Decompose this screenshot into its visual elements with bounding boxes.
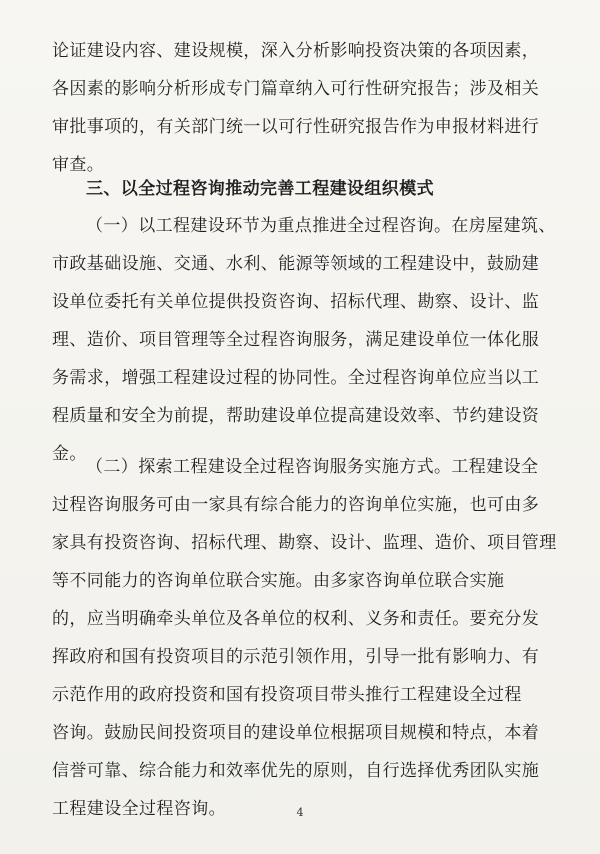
section-heading xyxy=(52,170,552,208)
text-line: 市政基础设施、交通、水利、能源等领域的工程建设中，鼓励建 xyxy=(52,254,540,274)
text-line: 设单位委托有关单位提供投资咨询、招标代理、勘察、设计、监 xyxy=(52,292,540,312)
intro-paragraph xyxy=(52,32,552,184)
text-line: 审批事项的，有关部门统一以可行性研究报告作为申报材料进行 xyxy=(52,117,540,137)
text-line: （二）探索工程建设全过程咨询服务实施方式。工程建设全 xyxy=(86,457,539,477)
text-line: 审查。 xyxy=(52,155,105,175)
text-line: 示范作用的政府投资和国有投资项目带头推行工程建设全过程 xyxy=(52,685,522,705)
text-line: 过程咨询服务可由一家具有综合能力的咨询单位实施，也可由多 xyxy=(52,495,540,515)
section-three-heading: 三、以全过程咨询推动完善工程建设组织模式 xyxy=(86,179,434,199)
text-line: 金。 xyxy=(52,444,87,464)
page-number: 4 xyxy=(296,806,304,819)
text-line: 工程建设全过程咨询。 xyxy=(52,799,226,819)
text-line: 务需求，增强工程建设过程的协同性。全过程咨询单位应当以工 xyxy=(52,368,540,388)
text-line: 论证建设内容、建设规模，深入分析影响投资决策的各项因素， xyxy=(52,41,540,61)
text-line: 等不同能力的咨询单位联合实施。由多家咨询单位联合实施 xyxy=(52,571,505,591)
text-line: 程质量和安全为前提，帮助建设单位提高建设效率、节约建设资 xyxy=(52,406,540,426)
text-line: 的，应当明确牵头单位及各单位的权利、义务和责任。要充分发 xyxy=(52,609,540,629)
text-line: 挥政府和国有投资项目的示范引领作用，引导一批有影响力、有 xyxy=(52,647,540,667)
paragraph-one xyxy=(52,207,556,473)
text-line: 咨询。鼓励民间投资项目的建设单位根据项目规模和特点，本着 xyxy=(52,723,540,743)
text-line: （一）以工程建设环节为重点推进全过程咨询。在房屋建筑、 xyxy=(86,216,556,236)
text-line: 家具有投资咨询、招标代理、勘察、设计、监理、造价、项目管理 xyxy=(52,533,557,553)
text-line: 理、造价、项目管理等全过程咨询服务，满足建设单位一体化服 xyxy=(52,330,540,350)
paragraph-two xyxy=(52,448,557,828)
text-line: 各因素的影响分析形成专门篇章纳入可行性研究报告；涉及相关 xyxy=(52,79,540,99)
text-line: 信誉可靠、综合能力和效率优先的原则，自行选择优秀团队实施 xyxy=(52,761,540,781)
